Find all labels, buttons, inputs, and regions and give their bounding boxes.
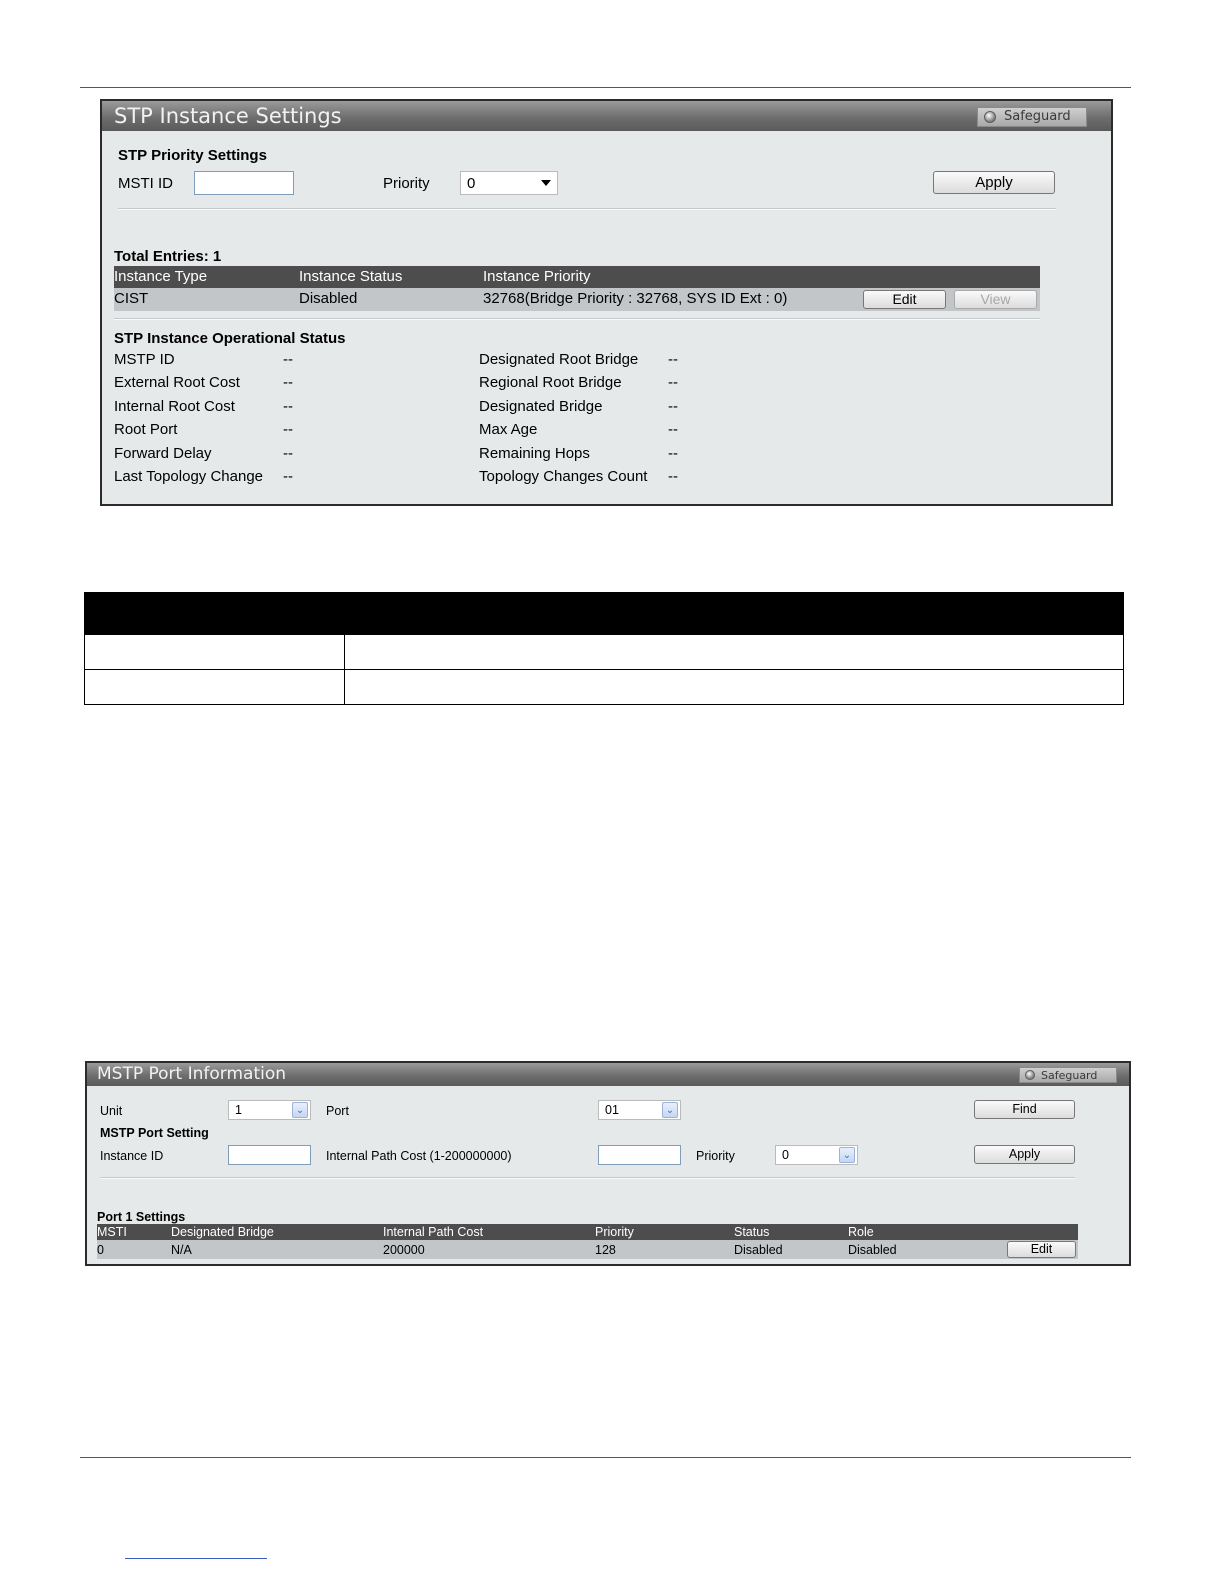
field-label: Forward Delay bbox=[114, 445, 212, 462]
field-value: -- bbox=[283, 445, 293, 462]
panel-title: MSTP Port Information bbox=[97, 1064, 287, 1084]
field-label: Internal Root Cost bbox=[114, 398, 235, 415]
safeguard-label: Safeguard bbox=[1041, 1068, 1098, 1082]
parameter-cell bbox=[85, 635, 345, 670]
field-value: -- bbox=[668, 398, 678, 415]
apply-button[interactable]: Apply bbox=[933, 171, 1055, 194]
unit-select-value: 1 bbox=[235, 1103, 242, 1117]
safeguard-led-icon bbox=[1025, 1070, 1035, 1080]
field-value: -- bbox=[283, 398, 293, 415]
field-value: -- bbox=[668, 468, 678, 485]
priority-label: Priority bbox=[383, 175, 430, 192]
safeguard-indicator bbox=[1019, 1067, 1117, 1083]
view-button[interactable]: View bbox=[954, 290, 1037, 309]
chevron-down-icon: ⌄ bbox=[292, 1102, 308, 1118]
msti-cell: 0 bbox=[97, 1243, 104, 1257]
unit-select[interactable] bbox=[228, 1100, 311, 1120]
port-table-header bbox=[97, 1224, 1078, 1240]
edit-button[interactable]: Edit bbox=[863, 290, 946, 309]
port-select-value: 01 bbox=[605, 1103, 619, 1117]
internal-path-cost-cell: 200000 bbox=[383, 1243, 425, 1257]
priority-cell: 128 bbox=[595, 1243, 616, 1257]
field-value: -- bbox=[283, 468, 293, 485]
internal-path-cost-input[interactable] bbox=[598, 1145, 681, 1165]
role-cell: Disabled bbox=[848, 1243, 897, 1257]
priority-select[interactable] bbox=[460, 171, 558, 195]
field-value: -- bbox=[283, 351, 293, 368]
description-cell bbox=[345, 670, 1124, 705]
dropdown-arrow-icon bbox=[541, 180, 551, 186]
safeguard-led-icon bbox=[984, 111, 996, 123]
mstp-port-information-panel bbox=[85, 1061, 1131, 1266]
panel-title: STP Instance Settings bbox=[114, 104, 342, 128]
operational-status-heading: STP Instance Operational Status bbox=[114, 330, 346, 347]
footer-rule bbox=[80, 1457, 1131, 1458]
status-cell: Disabled bbox=[734, 1243, 783, 1257]
chevron-down-icon: ⌄ bbox=[662, 1102, 678, 1118]
internal-path-cost-label: Internal Path Cost (1-200000000) bbox=[326, 1149, 512, 1163]
col-instance-status: Instance Status bbox=[299, 268, 403, 285]
instance-id-label: Instance ID bbox=[100, 1149, 164, 1163]
field-label: Remaining Hops bbox=[479, 445, 590, 462]
designated-bridge-cell: N/A bbox=[171, 1243, 192, 1257]
table-row bbox=[97, 1240, 1078, 1259]
msti-id-input[interactable] bbox=[194, 171, 294, 195]
description-table bbox=[84, 592, 1124, 705]
field-label: Root Port bbox=[114, 421, 178, 438]
port-setting-heading: MSTP Port Setting bbox=[100, 1126, 209, 1140]
priority-select-value: 0 bbox=[467, 174, 476, 192]
priority-select-value: 0 bbox=[782, 1148, 789, 1162]
edit-button[interactable]: Edit bbox=[1007, 1241, 1076, 1258]
field-label: External Root Cost bbox=[114, 374, 240, 391]
chevron-down-icon: ⌄ bbox=[839, 1147, 855, 1163]
field-value: -- bbox=[668, 374, 678, 391]
col-instance-type: Instance Type bbox=[114, 268, 208, 285]
col-instance-priority: Instance Priority bbox=[483, 268, 591, 285]
field-value: -- bbox=[283, 421, 293, 438]
col-msti: MSTI bbox=[97, 1225, 127, 1239]
field-label: Last Topology Change bbox=[114, 468, 264, 485]
instance-priority-cell: 32768(Bridge Priority : 32768, SYS ID Ext : 0) bbox=[483, 290, 788, 307]
port-label: Port bbox=[326, 1104, 349, 1118]
col-priority: Priority bbox=[595, 1225, 634, 1239]
parameter-cell bbox=[85, 670, 345, 705]
description-cell bbox=[345, 635, 1124, 670]
table-row bbox=[114, 288, 1040, 311]
priority-select[interactable] bbox=[775, 1145, 858, 1165]
total-entries: Total Entries: 1 bbox=[114, 248, 222, 265]
msti-id-label: MSTI ID bbox=[118, 175, 173, 192]
field-value: -- bbox=[668, 421, 678, 438]
panel-title-bar bbox=[87, 1063, 1129, 1086]
col-internal-path-cost: Internal Path Cost bbox=[383, 1225, 484, 1239]
table-row bbox=[85, 635, 1124, 670]
priority-label: Priority bbox=[696, 1149, 735, 1163]
field-label: Designated Bridge bbox=[479, 398, 603, 415]
separator bbox=[118, 208, 1056, 210]
apply-button[interactable]: Apply bbox=[974, 1145, 1075, 1164]
field-value: -- bbox=[668, 445, 678, 462]
find-button[interactable]: Find bbox=[974, 1100, 1075, 1119]
field-value: -- bbox=[283, 374, 293, 391]
priority-settings-heading: STP Priority Settings bbox=[118, 147, 267, 164]
unit-label: Unit bbox=[100, 1104, 123, 1118]
separator bbox=[114, 318, 1040, 320]
safeguard-label: Safeguard bbox=[1004, 109, 1071, 124]
col-role: Role bbox=[848, 1225, 874, 1239]
field-label: MSTP ID bbox=[114, 351, 175, 368]
port-settings-heading: Port 1 Settings bbox=[97, 1210, 186, 1224]
col-status: Status bbox=[734, 1225, 770, 1239]
field-label: Regional Root Bridge bbox=[479, 374, 622, 391]
panel-title-bar bbox=[102, 101, 1111, 131]
port-select[interactable] bbox=[598, 1100, 681, 1120]
col-designated-bridge: Designated Bridge bbox=[171, 1225, 274, 1239]
instance-table-header bbox=[114, 266, 1040, 288]
safeguard-indicator bbox=[977, 107, 1087, 127]
field-label: Max Age bbox=[479, 421, 538, 438]
stp-instance-settings-panel bbox=[100, 99, 1113, 506]
field-label: Designated Root Bridge bbox=[479, 351, 639, 368]
table-row bbox=[85, 670, 1124, 705]
footer-link-underline[interactable] bbox=[125, 1558, 267, 1559]
header-rule bbox=[80, 87, 1131, 88]
header-cell bbox=[85, 593, 1124, 635]
instance-id-input[interactable] bbox=[228, 1145, 311, 1165]
separator bbox=[100, 1177, 1075, 1179]
instance-type-cell: CIST bbox=[114, 290, 149, 307]
description-table-header bbox=[85, 593, 1124, 635]
instance-status-cell: Disabled bbox=[299, 290, 358, 307]
field-value: -- bbox=[668, 351, 678, 368]
field-label: Topology Changes Count bbox=[479, 468, 648, 485]
